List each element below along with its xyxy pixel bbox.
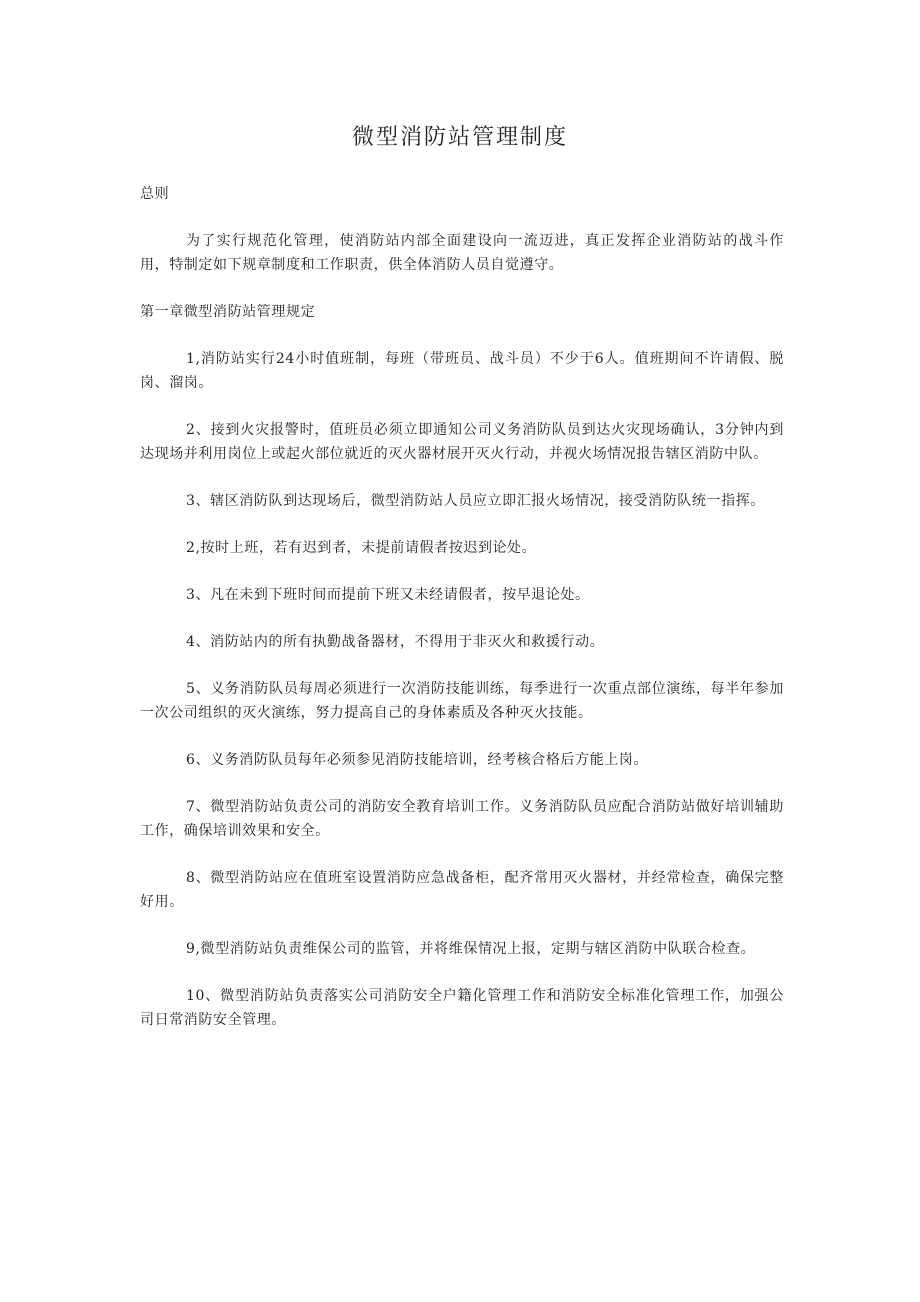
paragraph-rule: 7、微型消防站负责公司的消防安全教育培训工作。义务消防队员应配合消防站做好培训辅助工作，确保培训效果和安全。 — [140, 799, 784, 839]
paragraph-intro: 为了实行规范化管理，使消防站内部全面建设向一流迈进，真正发挥企业消防站的战斗作用，特制定如下规章制度和工作职责，供全体消防人员自觉遵守。 — [140, 233, 784, 273]
section-heading-general: 总则 — [140, 186, 170, 202]
chapter-heading-1: 第一章微型消防站管理规定 — [140, 304, 316, 320]
paragraph-rule: 4、消防站内的所有执勤战备器材，不得用于非灭火和救援行动。 — [186, 634, 605, 650]
paragraph-rule: 10、微型消防站负责落实公司消防安全户籍化管理工作和消防安全标准化管理工作，加强公司日常消防安全管理。 — [140, 988, 784, 1028]
paragraph-rule: 9,微型消防站负责维保公司的监管，并将维保情况上报，定期与辖区消防中队联合检查。 — [186, 941, 756, 957]
paragraph-rule: 5、义务消防队员每周必须进行一次消防技能训练，每季进行一次重点部位演练，每半年参加一次公司组织的灭火演练，努力提高自己的身体素质及各种灭火技能。 — [140, 681, 784, 721]
paragraph-rule: 6、义务消防队员每年必须参见消防技能培训，经考核合格后方能上岗。 — [186, 752, 649, 768]
paragraph-rule: 2、接到火灾报警时，值班员必须立即通知公司义务消防队员到达火灾现场确认，3分钟内到达现场并利用岗位上或起火部位就近的灭火器材展开灭火行动，并视火场情况报告辖区消防中队。 — [140, 422, 784, 462]
paragraph-rule: 1,消防站实行24小时值班制，每班（带班员、战斗员）不少于6人。值班期间不许请假、脱岗、溜岗。 — [140, 351, 784, 391]
document-body — [140, 182, 784, 1055]
document-title: 微型消防站管理制度 — [351, 125, 568, 150]
paragraph-rule: 8、微型消防站应在值班室设置消防应急战备柜，配齐常用灭火器材，并经常检查，确保完整好用。 — [140, 870, 784, 910]
paragraph-rule: 3、凡在未到下班时间而提前下班又未经请假者，按早退论处。 — [186, 587, 590, 603]
paragraph-rule: 2,按时上班，若有迟到者，未提前请假者按迟到论处。 — [186, 540, 537, 556]
paragraph-rule: 3、辖区消防队到达现场后，微型消防站人员应立即汇报火场情况，接受消防队统一指挥。 — [186, 493, 765, 509]
